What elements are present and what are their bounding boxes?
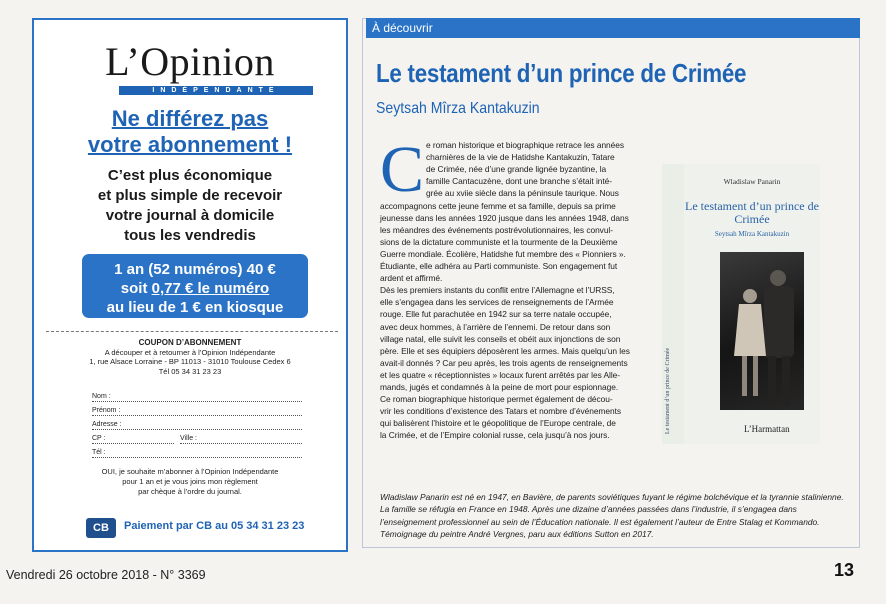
- newspaper-logo: L’Opinion: [105, 39, 275, 84]
- book-subtitle: Seytsah Mîrza Kantakuzin: [714, 230, 790, 238]
- article-line: grée au xviie siècle dans la péninsule taurique. Nous: [426, 188, 619, 199]
- price-line-2: [82, 279, 308, 298]
- article-line: les méandres des événements postrévolutionnaires, les convul-: [380, 224, 613, 235]
- article-line: qui balisèrent l’histoire et le géopolitique de l’Europe centrale, de: [380, 418, 616, 429]
- article-line: avait-il donnés ? Car peu après, les trois agents de renseignements: [380, 357, 628, 368]
- cb-card-icon: CB: [86, 518, 116, 538]
- price-prefix: soit: [120, 280, 152, 297]
- article-line: mands, jugés et condamnés à la peine de mort pour espionnage.: [380, 382, 619, 392]
- article-line: jeunesse dans les années 1920 jusque dans les années 1948, dans: [380, 212, 629, 223]
- book-publisher: L’Harmattan: [744, 424, 790, 434]
- article-line: rouge. Elle fut parachutée en 1942 sur sa terre natale occupée,: [380, 309, 612, 320]
- field-prenom[interactable]: Prénom :: [92, 406, 302, 416]
- ad-body-line: et plus simple de recevoir: [97, 187, 283, 204]
- article-title: Le testament d’un prince de Crimée: [376, 58, 747, 88]
- subscription-ad: [32, 18, 348, 552]
- article-line: avec deux hommes, à l’arrière de l’ennemi. De retour dans son: [380, 321, 611, 332]
- article-line: charnières de la vie de Hatidshe Kantakuzin, Tatare: [426, 152, 615, 163]
- field-tel[interactable]: Tél :: [92, 448, 302, 458]
- coupon-line: A découper et à retourner à l’Opinion Indépendante: [104, 347, 276, 357]
- ad-body-line: tous les vendredis: [124, 227, 256, 244]
- price-per-issue: 0,77 € le numéro: [151, 280, 270, 297]
- article-line: famille Cantacuzène, dont une branche s’était inté-: [426, 176, 613, 187]
- article-line: Ce roman biographique historique permet également de décou-: [380, 394, 613, 405]
- article-line: village natal, elle suivit les conseils et obéit aux injonctions de son: [380, 333, 621, 344]
- ad-headline-line2: votre abonnement !: [87, 132, 293, 157]
- article-subtitle: Seytsah Mîrza Kantakuzin: [376, 100, 540, 117]
- article-line: vrir les conditions d’existence des Tatars et nombre d’événements: [380, 406, 621, 417]
- field-adresse[interactable]: Adresse :: [92, 420, 302, 430]
- statement-line: pour 1 an et je vous joins mon règlement: [122, 477, 258, 486]
- article-line: de Crimée, née d’une grande lignée byzantine, la: [426, 164, 607, 175]
- drop-cap: C: [380, 133, 425, 206]
- book-cover-photo: [720, 252, 804, 410]
- subscription-statement: [34, 467, 346, 497]
- ad-body-line: C’est plus économique: [107, 167, 273, 184]
- ad-headline: [34, 106, 346, 158]
- field-nom[interactable]: Nom :: [92, 392, 302, 402]
- article-line: sions de la dictature communiste et la tourmente de la Deuxième: [380, 236, 618, 247]
- book-spine: [662, 164, 685, 444]
- price-box: [82, 254, 308, 318]
- ad-headline-line1: Ne différez pas: [111, 106, 269, 131]
- cb-payment-text: Paiement par CB au 05 34 31 23 23: [124, 520, 305, 532]
- article-line: accompagnons cette jeune femme et sa famille, depuis sa prime: [380, 200, 616, 211]
- book-title: Le testament d’un prince de Crimée: [685, 199, 819, 226]
- footer-date-issue: Vendredi 26 octobre 2018 - N° 3369: [6, 568, 206, 582]
- field-cp[interactable]: CP :: [92, 434, 174, 444]
- coupon-line: Tél 05 34 31 23 23: [158, 366, 222, 376]
- coupon-line: 1, rue Alsace Lorraine - BP 11013 - 31010 Toulouse Cedex 6: [89, 357, 291, 366]
- article-line: père. Elle et ses équipiers déposèrent les armes. Mais quelqu’un les: [380, 345, 630, 356]
- author-bio-caption: Wladislaw Panarin est né en 1947, en Bavière, de parents soviétiques fuyant le régime bolchévique et la tyrannie stalinienne. La famille se réfugia en France en 1948. Après une dizaine d’années passées dans l’industrie, il s’engagea dans l’enseignement professionnel au sein de l’Éducation nationale. Il est également l’auteur de Entre Stalag et Kommando. Témoignage du peintre André Vergnes, paru aux éditions Sutton en 2017.: [380, 492, 844, 540]
- photo-figures: [720, 252, 804, 410]
- ad-body-line: votre journal à domicile: [105, 207, 275, 224]
- article-line: elle s’engagea dans les services de renseignements de l’Armée: [380, 297, 614, 308]
- article-line: Dès les premiers instants du conflit entre l’Allemagne et l’URSS,: [380, 285, 615, 296]
- price-line-1: 1 an (52 numéros) 40 €: [114, 261, 276, 278]
- field-ville[interactable]: Ville :: [180, 434, 302, 444]
- article-line: e roman historique et biographique retrace les années: [426, 140, 625, 150]
- article-line: la Crimée, et de l’Empire colonial russe, cela jusqu’à nos jours.: [380, 430, 610, 441]
- article-line: Guerre mondiale. Écolière, Hatidshe fut membre des « Pionniers ».: [380, 248, 626, 259]
- statement-line: OUI, je souhaite m’abonner à l’Opinion Indépendante: [101, 467, 279, 476]
- book-spine-title: Le testament d’un prince de Crimée: [665, 347, 671, 434]
- logo-subtitle: INDÉPENDANTE: [119, 86, 313, 95]
- article-line: Étudiante, elle adhéra au Parti communiste. Son engagement fut: [380, 261, 618, 271]
- page-number: 13: [834, 560, 855, 580]
- ad-body: [34, 166, 346, 246]
- coupon-title: COUPON D’ABONNEMENT: [138, 338, 242, 347]
- article-line: ardent et affirmé.: [380, 273, 443, 284]
- statement-line: par chèque à l’ordre du journal.: [138, 487, 242, 496]
- book-author: Wladislaw Panarin: [723, 177, 781, 186]
- section-tag: À découvrir: [366, 18, 860, 38]
- coupon-header: [34, 338, 346, 376]
- article-line: et les quatre « réceptionnistes » locaux furent arrêtés par les Alle-: [380, 369, 621, 380]
- cut-line: [46, 331, 338, 332]
- price-line-3: au lieu de 1 € en kiosque: [106, 299, 284, 316]
